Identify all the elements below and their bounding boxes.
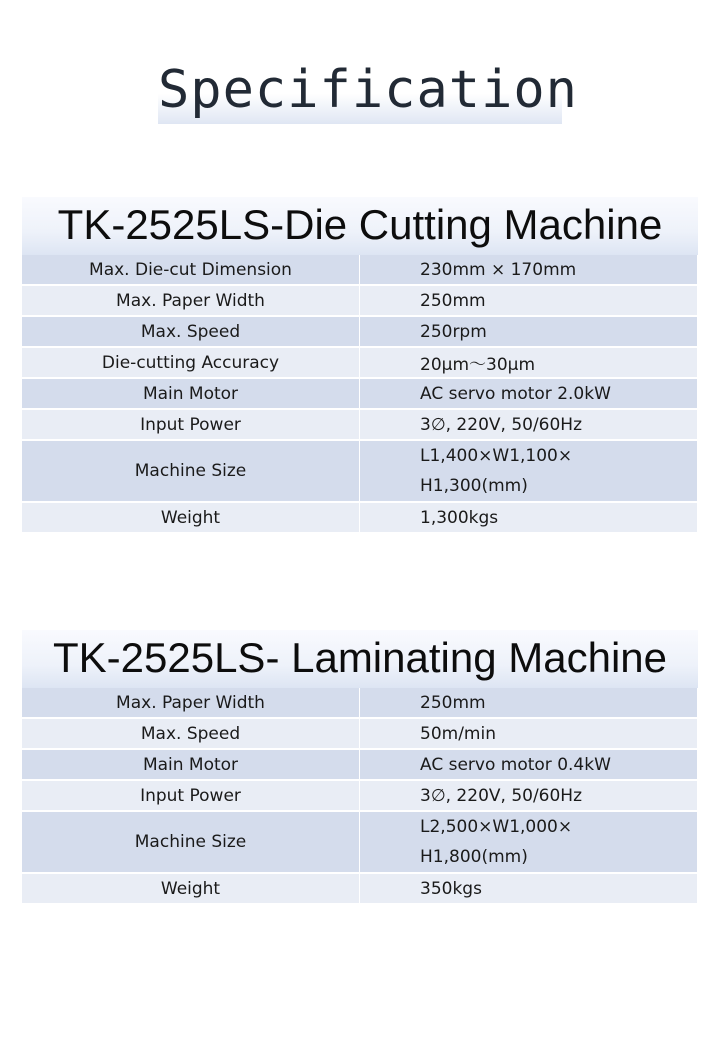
table-row bbox=[22, 780, 698, 811]
spec-value: 3∅, 220V, 50/60Hz bbox=[360, 409, 698, 440]
laminating-spec-table bbox=[22, 688, 698, 905]
table-row bbox=[22, 502, 698, 533]
table-row bbox=[22, 873, 698, 904]
spec-label: Max. Die-cut Dimension bbox=[22, 255, 360, 285]
spec-value: 350kgs bbox=[360, 873, 698, 904]
table-row bbox=[22, 378, 698, 409]
table-row bbox=[22, 255, 698, 285]
laminating-spec-block bbox=[22, 630, 698, 905]
page-title: Specification bbox=[158, 60, 578, 120]
table-row bbox=[22, 316, 698, 347]
spec-label: Machine Size bbox=[22, 440, 360, 502]
spec-value-cell bbox=[360, 811, 698, 873]
table-row bbox=[22, 440, 698, 502]
spec-value: 1,300kgs bbox=[360, 502, 698, 533]
table-row bbox=[22, 347, 698, 378]
spec-label: Main Motor bbox=[22, 378, 360, 409]
spec-value: AC servo motor 0.4kW bbox=[360, 749, 698, 780]
table-row bbox=[22, 688, 698, 718]
spec-value: L2,500×W1,000× H1,800(mm) bbox=[420, 817, 573, 867]
table-row bbox=[22, 811, 698, 873]
spec-label: Input Power bbox=[22, 409, 360, 440]
spec-label: Main Motor bbox=[22, 749, 360, 780]
page-title-banner bbox=[158, 56, 578, 124]
spec-value: 250mm bbox=[360, 688, 698, 718]
table-row bbox=[22, 409, 698, 440]
spec-value: 50m/min bbox=[360, 718, 698, 749]
spec-label: Die-cutting Accuracy bbox=[22, 347, 360, 378]
spec-label: Max. Speed bbox=[22, 316, 360, 347]
spec-value: 250mm bbox=[360, 285, 698, 316]
die-cutting-header: TK-2525LS-Die Cutting Machine bbox=[22, 197, 698, 255]
spec-value: L1,400×W1,100× H1,300(mm) bbox=[420, 446, 573, 496]
spec-value: AC servo motor 2.0kW bbox=[360, 378, 698, 409]
table-row bbox=[22, 718, 698, 749]
spec-label: Weight bbox=[22, 502, 360, 533]
laminating-header: TK-2525LS- Laminating Machine bbox=[22, 630, 698, 688]
table-row bbox=[22, 749, 698, 780]
spec-value: 230mm × 170mm bbox=[360, 255, 698, 285]
spec-value: 250rpm bbox=[360, 316, 698, 347]
spec-label: Machine Size bbox=[22, 811, 360, 873]
die-cutting-spec-table bbox=[22, 255, 698, 534]
spec-label: Max. Paper Width bbox=[22, 285, 360, 316]
spec-value: 3∅, 220V, 50/60Hz bbox=[360, 780, 698, 811]
die-cutting-spec-block bbox=[22, 197, 698, 534]
spec-label: Input Power bbox=[22, 780, 360, 811]
spec-label: Max. Speed bbox=[22, 718, 360, 749]
spec-value: 20μm～30μm bbox=[360, 347, 698, 378]
spec-value-cell bbox=[360, 440, 698, 502]
spec-label: Max. Paper Width bbox=[22, 688, 360, 718]
table-row bbox=[22, 285, 698, 316]
spec-label: Weight bbox=[22, 873, 360, 904]
